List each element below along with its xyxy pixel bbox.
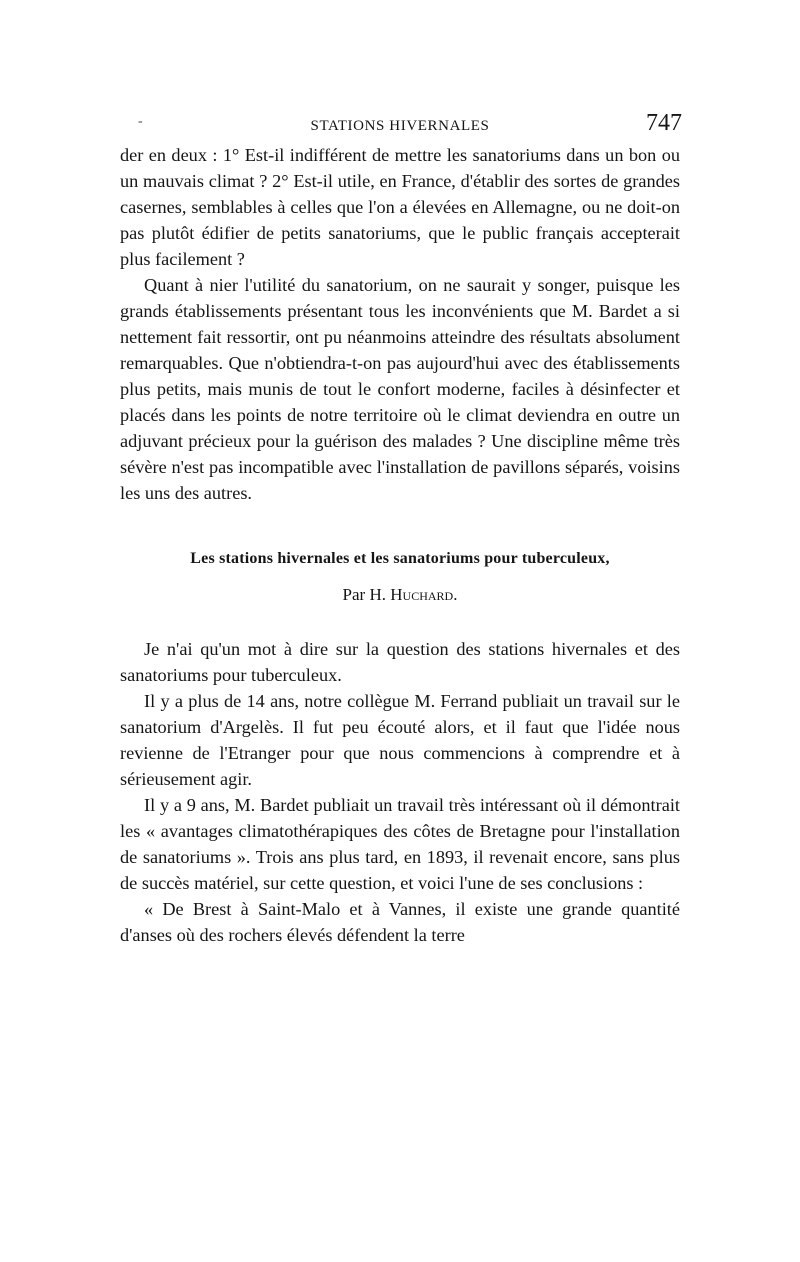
running-head: [120, 108, 680, 142]
section-gap: [120, 506, 680, 548]
author-gap: [120, 606, 680, 636]
paragraph: Quant à nier l'utilité du sanatorium, on ne saurait y songer, puisque les grands établissements présentant tous les inconvénients que M. Bardet a si nettement fait ressortir, ont pu néanmoins atteindre des résultats absolument remarquables. Que n'obtiendra-t-on pas aujourd'hui avec des établissements plus petits, mais munis de tout le confort moderne, faciles à désinfecter et placés dans les points de notre territoire où le climat deviendra en outre un adjuvant précieux pour la guérison des malades ? Une discipline même très sévère n'est pas incompatible avec l'installation de pavillons séparés, voisins les uns des autres.: [120, 275, 680, 503]
paragraph: Il y a plus de 14 ans, notre collègue M. Ferrand publiait un travail sur le sanatorium d'Argelès. Il fut peu écouté alors, et il faut que l'idée nous revienne de l'Etranger pour que nous commencions à comprendre et à sérieusement agir.: [120, 691, 680, 789]
paragraph: Je n'ai qu'un mot à dire sur la question des stations hivernales et des sanatoriums pour tuberculeux.: [120, 639, 680, 685]
running-title: STATIONS HIVERNALES: [310, 118, 490, 134]
article-author: [120, 584, 680, 606]
page-number: 747: [646, 110, 682, 136]
author-prefix: Par H.: [342, 585, 386, 604]
article-heading: Les stations hivernales et les sanatoriums pour tuberculeux,: [190, 550, 610, 567]
paragraph: der en deux : 1° Est-il indifférent de mettre les sanatoriums dans un bon ou un mauvais climat ? 2° Est-il utile, en France, d'établir des sortes de grandes casernes, semblables à celles que l'on a élevées en Allemagne, ou ne doit-on pas plutôt édifier de petits sanatoriums, que le public français accepterait plus facilement ?: [120, 145, 680, 269]
book-page: [120, 108, 680, 948]
header-mark: -: [138, 114, 143, 129]
section-continued-text: [120, 142, 680, 506]
author-name: Huchard.: [390, 585, 458, 604]
paragraph: Il y a 9 ans, M. Bardet publiait un travail très intéressant où il démontrait les « avantages climatothérapiques des côtes de Bretagne pour l'installation de sanatoriums ». Trois ans plus tard, en 1893, il revenait encore, sans plus de succès matériel, sur cette question, et voici l'une de ses conclusions :: [120, 795, 680, 893]
article-body: [120, 636, 680, 948]
paragraph: « De Brest à Saint-Malo et à Vannes, il existe une grande quantité d'anses où des rochers élevés défendent la terre: [120, 899, 680, 945]
